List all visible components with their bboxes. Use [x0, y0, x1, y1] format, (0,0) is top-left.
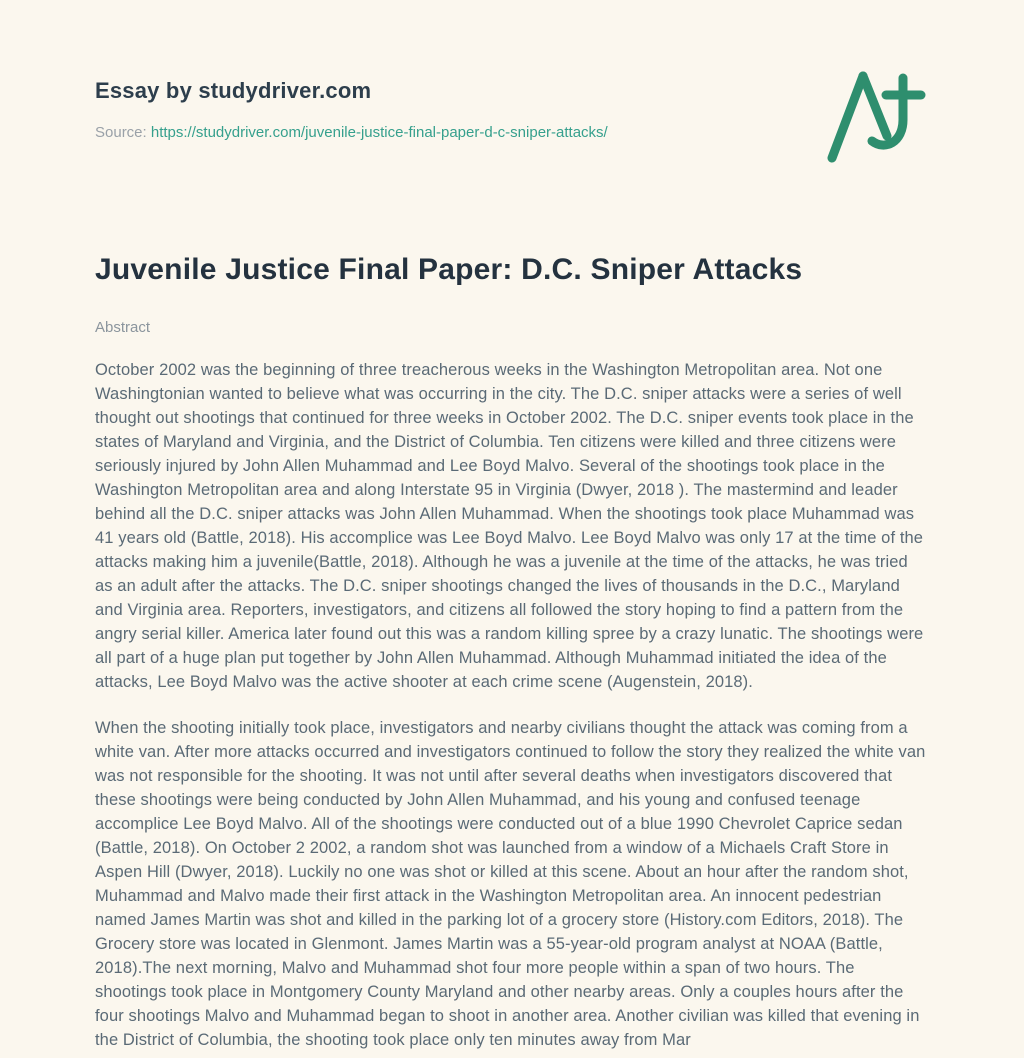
source-label: Source:	[95, 124, 147, 141]
aj-monogram-icon	[822, 66, 932, 166]
article-body	[95, 358, 929, 1052]
source-link[interactable]: https://studydriver.com/juvenile-justice-final-paper-d-c-sniper-attacks/	[150, 124, 608, 141]
abstract-label: Abstract	[95, 319, 151, 336]
article-title: Juvenile Justice Final Paper: D.C. Sniper Attacks	[95, 253, 803, 286]
studydriver-logo	[822, 66, 932, 166]
essay-by-heading: Essay by studydriver.com	[95, 78, 372, 103]
content-column	[95, 0, 929, 1052]
abstract-paragraph: October 2002 was the beginning of three treacherous weeks in the Washington Metropolitan area. Not one Washingtonian wanted to believe what was occurring in the city. The D.C. sniper attacks were a series of well thought out shootings that continued for three weeks in October 2002. The D.C. sniper events took place in the states of Maryland and Virginia, and the District of Columbia. Ten citizens were killed and three citizens were seriously injured by John Allen Muhammad and Lee Boyd Malvo. Several of the shootings took place in the Washington Metropolitan area and along Interstate 95 in Virginia (Dwyer, 2018 ). The mastermind and leader behind all the D.C. sniper attacks was John Allen Muhammad. When the shootings took place Muhammad was 41 years old (Battle, 2018). His accomplice was Lee Boyd Malvo. Lee Boyd Malvo was only 17 at the time of the attacks making him a juvenile(Battle, 2018). Although he was a juvenile at the time of the attacks, he was tried as an adult after the attacks. The D.C. sniper shootings changed the lives of thousands in the D.C., Maryland and Virginia area. Reporters, investigators, and citizens all followed the story hoping to find a pattern from the angry serial killer. America later found out this was a random killing spree by a crazy lunatic. The shootings were all part of a huge plan put together by John Allen Muhammad. Although Muhammad initiated the idea of the attacks, Lee Boyd Malvo was the active shooter at each crime scene (Augenstein, 2018).	[95, 361, 924, 691]
body-paragraph: When the shooting initially took place, investigators and nearby civilians thought the attack was coming from a white van. After more attacks occurred and investigators continued to follow the story they realized the white van was not responsible for the shooting. It was not until after several deaths when investigators discovered that these shootings were being conducted by John Allen Muhammad, and his young and confused teenage accomplice Lee Boyd Malvo. All of the shootings were conducted out of a blue 1990 Chevrolet Caprice sedan (Battle, 2018). On October 2 2002, a random shot was launched from a window of a Michaels Craft Store in Aspen Hill (Dwyer, 2018). Luckily no one was shot or killed at this scene. About an hour after the random shot, Muhammad and Malvo made their first attack in the Washington Metropolitan area. An innocent pedestrian named James Martin was shot and killed in the parking lot of a grocery store (History.com Editors, 2018). The Grocery store was located in Glenmont. James Martin was a 55-year-old program analyst at NOAA (Battle, 2018).The next morning, Malvo and Muhammad shot four more people within a span of two hours. The shootings took place in Montgomery County Maryland and other nearby areas. Only a couples hours after the four shootings Malvo and Muhammad began to shoot in another area. Another civilian was killed that evening in the District of Columbia, the shooting took place only ten minutes away from Mar	[95, 719, 926, 1049]
source-line	[95, 124, 929, 141]
